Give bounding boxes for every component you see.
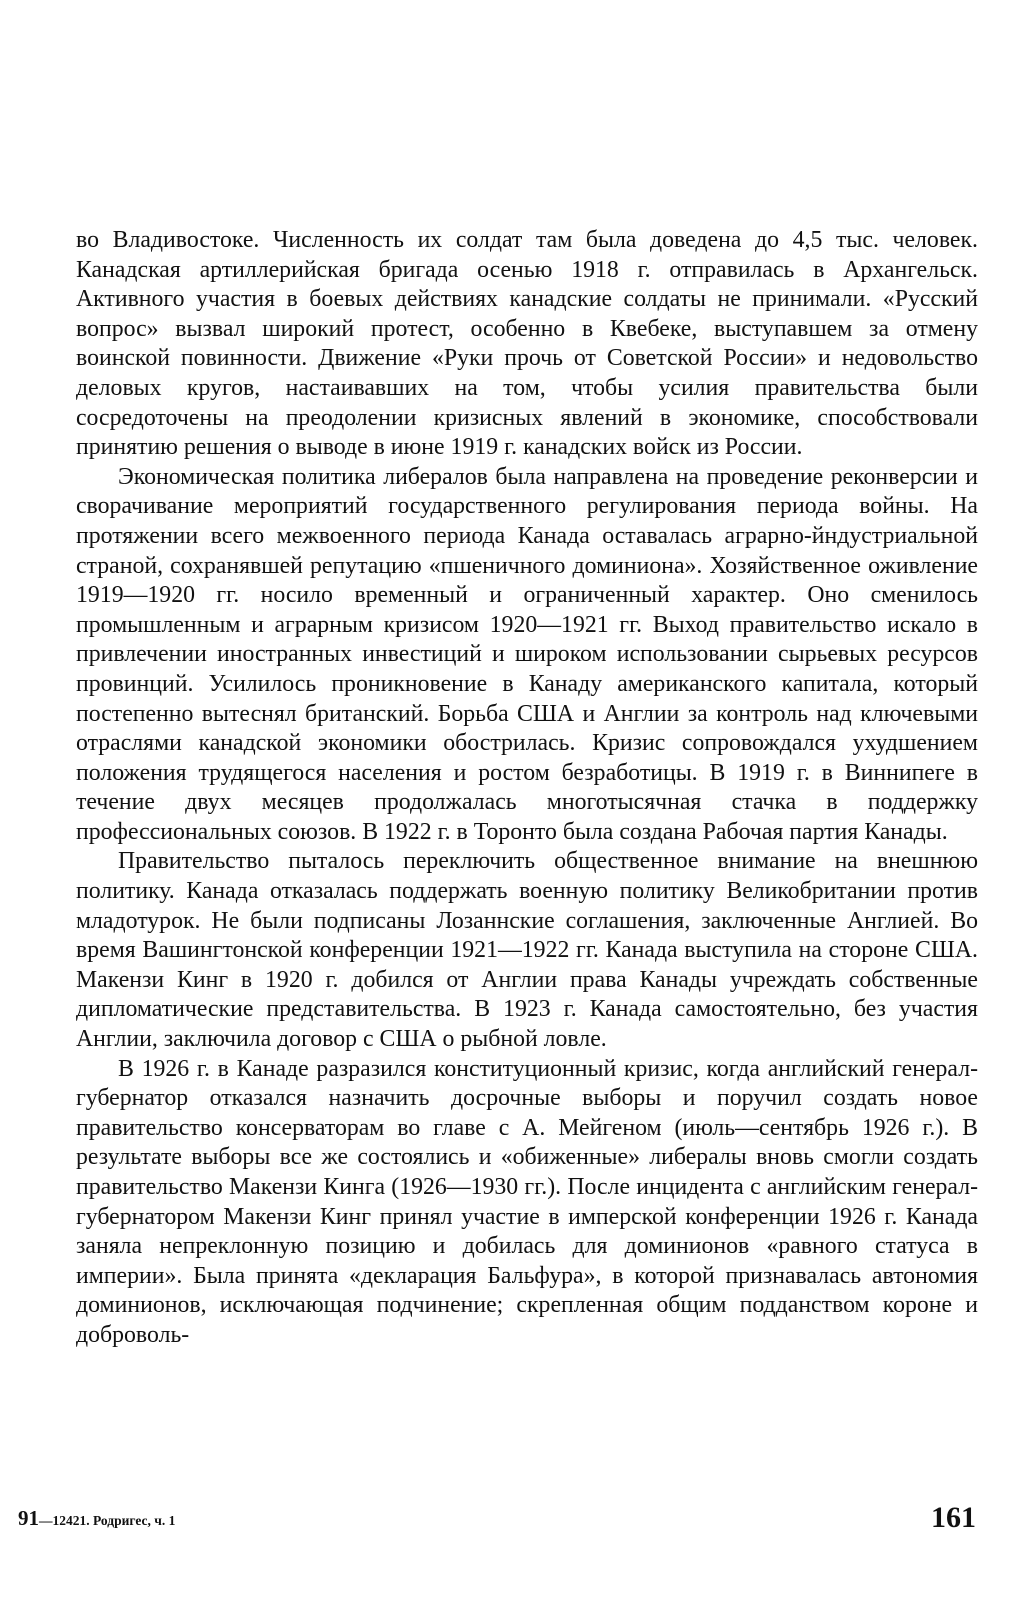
printer-signature bbox=[18, 1506, 175, 1531]
paragraph: В 1926 г. в Канаде разразился конституционный кризис, когда английский генерал-губернатор отказался назначить досрочные выборы и поручил создать новое правительство консерваторам во главе с А. Мейгеном (июль—сентябрь 1926 г.). В результате выборы все же состоялись и «обиженные» либералы вновь смогли создать правительство Макензи Кинга (1926—1930 гг.). После инцидента с английским генерал-губернатором Макензи Кинг принял участие в имперской конференции 1926 г. Канада заняла непреклонную позицию и добилась для доминионов «равного статуса в империи». Была принята «декларация Бальфура», в которой признавалась автономия доминионов, исключающая подчинение; скрепленная общим подданством короне и доброволь- bbox=[76, 1055, 978, 1348]
body-text bbox=[76, 226, 978, 1351]
signature-text: —12421. Родригес, ч. 1 bbox=[39, 1513, 176, 1528]
page-footer bbox=[18, 1495, 976, 1535]
paragraph: Экономическая политика либералов была направлена на проведение реконверсии и сворачивание мероприятий государственного регулирования периода войны. На протяжении всего межвоенного периода Канада оставалась аграрно-йндустриальной страной, сохранявшей репутацию «пшеничного доминиона». Хозяйственное оживление 1919—1920 гг. носило временный и ограниченный характер. Оно сменилось промышленным и аграрным кризисом 1920—1921 гг. Выход правительство искало в привлечении иностранных инвестиций и широком использовании сырьевых ресурсов провинций. Усилилось проникновение в Канаду американского капитала, который постепенно вытеснял британский. Борьба США и Англии за контроль над ключевыми отраслями канадской экономики обострилась. Кризис сопровождался ухудшением положения трудящегося населения и ростом безработицы. В 1919 г. в Виннипеге в течение двух месяцев продолжалась многотысячная стачка в поддержку профессиональных союзов. В 1922 г. в Торонто была создана Рабочая партия Канады. bbox=[76, 463, 978, 845]
page-number: 161 bbox=[931, 1501, 976, 1534]
signature-number: 91 bbox=[18, 1506, 39, 1530]
paragraph: во Владивостоке. Численность их солдат там была доведена до 4,5 тыс. человек. Канадская артиллерийская бригада осенью 1918 г. отправилась в Архангельск. Активного участия в боевых действиях канадские солдаты не принимали. «Русский вопрос» вызвал широкий протест, особенно в Квебеке, выступавшем за отмену воинской повинности. Движение «Руки прочь от Советской России» и недовольство деловых кругов, настаивавших на том, чтобы усилия правительства были сосредоточены на преодолении кризисных явлений в экономике, способствовали принятию решения о выводе в июне 1919 г. канадских войск из России. bbox=[76, 227, 978, 461]
paragraph: Правительство пыталось переключить общественное внимание на внешнюю политику. Канада отказалась поддержать военную политику Великобритании против младотурок. Не были подписаны Лозаннские соглашения, заключенные Англией. Во время Вашингтонской конференции 1921—1922 гг. Канада выступила на стороне США. Макензи Кинг в 1920 г. добился от Англии права Канады учреждать собственные дипломатические представительства. В 1923 г. Канада самостоятельно, без участия Англии, заключила договор с США о рыбной ловле. bbox=[76, 848, 978, 1053]
